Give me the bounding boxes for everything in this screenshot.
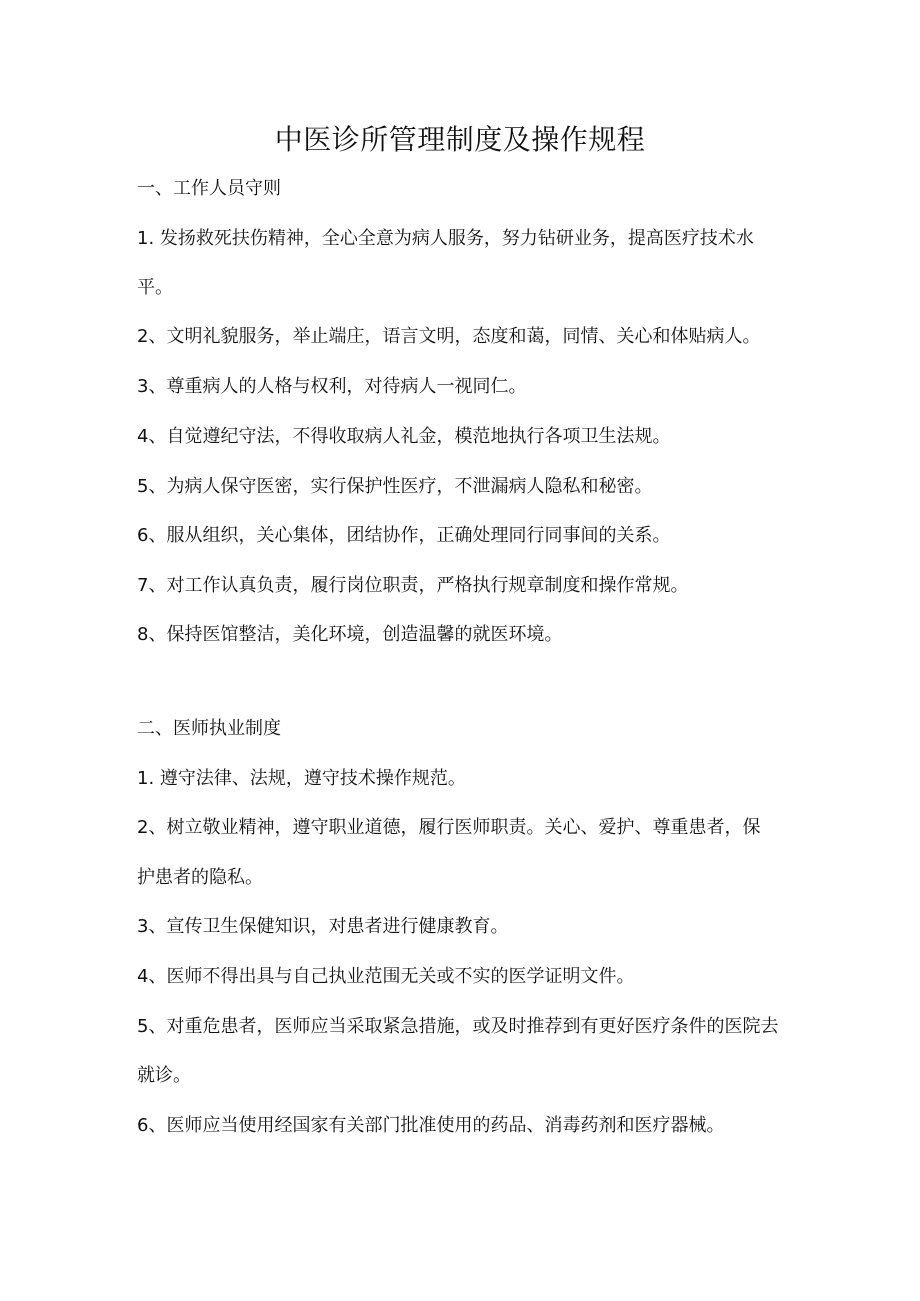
section-item-line: 3、尊重病人的人格与权利，对待病人一视同仁。 [137, 376, 527, 397]
section-item-line: 7、对工作认真负责，履行岗位职责，严格执行规章制度和操作常规。 [137, 575, 689, 596]
section-item-line: 8、保持医馆整洁，美化环境，创造温馨的就医环境。 [137, 624, 563, 645]
section-item-line: 2、文明礼貌服务，举止端庄，语言文明，态度和蔼，同情、关心和体贴病人。 [137, 326, 761, 347]
section-heading: 二、医师执业制度 [137, 718, 281, 739]
section-item-line: 就诊。 [137, 1065, 191, 1086]
section-item-line: 5、对重危患者，医师应当采取紧急措施，或及时推荐到有更好医疗条件的医院去 [137, 1016, 779, 1037]
section-item-line: 5、为病人保守医密，实行保护性医疗，不泄漏病人隐私和秘密。 [137, 476, 653, 497]
section-heading: 一、工作人员守则 [137, 178, 281, 199]
section-item-line: 4、自觉遵纪守法，不得收取病人礼金，模范地执行各项卫生法规。 [137, 426, 671, 447]
section-item-line: 4、医师不得出具与自己执业范围无关或不实的医学证明文件。 [137, 966, 635, 987]
section-item-line: 6、医师应当使用经国家有关部门批准使用的药品、消毒药剂和医疗器械。 [137, 1115, 725, 1136]
section-item-line: 1. 发扬救死扶伤精神，全心全意为病人服务，努力钻研业务，提高医疗技术水 [137, 228, 754, 249]
section-item-line: 护患者的隐私。 [137, 867, 263, 888]
section-item-line: 6、服从组织，关心集体，团结协作，正确处理同行同事间的关系。 [137, 525, 671, 546]
section-item-line: 3、宣传卫生保健知识，对患者进行健康教育。 [137, 916, 509, 937]
document-title: 中医诊所管理制度及操作规程 [274, 123, 646, 156]
section-item-line: 2、树立敬业精神，遵守职业道德，履行医师职责。关心、爱护、尊重患者，保 [137, 817, 761, 838]
section-item-line: 1. 遵守法律、法规，遵守技术操作规范。 [137, 768, 466, 789]
section-item-line: 平。 [137, 277, 173, 298]
